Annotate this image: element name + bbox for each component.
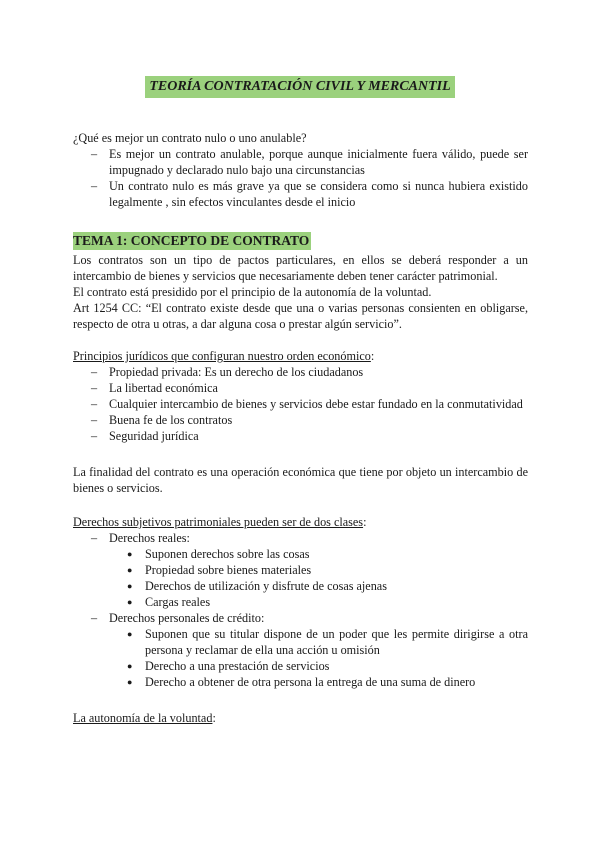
- principles-list: [73, 364, 528, 444]
- list-item: – Propiedad privada: Es un derecho de los ciudadanos: [73, 364, 528, 380]
- sublist-item: ● Suponen derechos sobre las cosas: [109, 546, 528, 562]
- sublist-item: ● Suponen que su titular dispone de un poder que les permite dirigirse a otra persona y reclamar de ella una acción u omisión: [109, 626, 528, 658]
- derechos-list: [73, 530, 528, 690]
- list-item: – Cualquier intercambio de bienes y servicios debe estar fundado en la conmutatividad: [73, 396, 528, 412]
- list-item-derechos-reales: – Derechos reales: ● Suponen derechos sobre las cosas ● Propiedad sobre bienes materiales ● Derechos de utilización y disfrute de cosas ajenas ● Cargas reales: [73, 530, 528, 610]
- section-heading-tema1: TEMA 1: CONCEPTO DE CONTRATO: [73, 233, 310, 248]
- list-item-derechos-personales: – Derechos personales de crédito: ● Suponen que su titular dispone de un poder que les permite dirigirse a otra persona y reclamar de ella una acción u omisión ● Derecho a una prestación de servicios ● Derecho a obtener de otra persona la entrega de una suma de dinero: [73, 610, 528, 690]
- paragraph-autonomia: El contrato está presidido por el principio de la autonomía de la voluntad.: [73, 285, 432, 299]
- paragraph-contratos: Los contratos son un tipo de pactos particulares, en ellos se deberá responder a un intercambio de bienes y servicios que necesariamente deben tener carácter patrimonial.: [73, 253, 528, 283]
- intro-answer-list: [73, 146, 528, 210]
- sublist-item: ● Derecho a obtener de otra persona la entrega de una suma de dinero: [109, 674, 528, 690]
- sublist-item: ● Derechos de utilización y disfrute de cosas ajenas: [109, 578, 528, 594]
- intro-answer: – Es mejor un contrato anulable, porque aunque inicialmente fuera válido, puede ser impugnado y declarado nulo bajo una circunstancias: [73, 146, 528, 178]
- autonomia-heading: La autonomía de la voluntad:: [73, 711, 216, 725]
- derechos-heading: Derechos subjetivos patrimoniales pueden ser de dos clases:: [73, 515, 367, 529]
- intro-answer: – Un contrato nulo es más grave ya que se considera como si nunca hubiera existido legalmente , sin efectos vinculantes desde el inicio: [73, 178, 528, 210]
- principles-heading: Principios jurídicos que configuran nuestro orden económico:: [73, 349, 375, 363]
- sublist-item: ● Derecho a una prestación de servicios: [109, 658, 528, 674]
- derechos-reales-sublist: [109, 546, 528, 610]
- document-title: TEORÍA CONTRATACIÓN CIVIL Y MERCANTIL: [145, 76, 454, 98]
- document-body: [73, 130, 528, 726]
- derechos-personales-sublist: [109, 626, 528, 690]
- sublist-item: ● Cargas reales: [109, 594, 528, 610]
- list-item: – Seguridad jurídica: [73, 428, 528, 444]
- list-item: – Buena fe de los contratos: [73, 412, 528, 428]
- paragraph-finalidad: La finalidad del contrato es una operación económica que tiene por objeto un intercambio de bienes o servicios.: [73, 465, 528, 495]
- sublist-item: ● Propiedad sobre bienes materiales: [109, 562, 528, 578]
- list-item: – La libertad económica: [73, 380, 528, 396]
- title-container: [0, 76, 600, 98]
- paragraph-art-1254: Art 1254 CC: “El contrato existe desde que una o varias personas consienten en obligarse, respecto de otra u otras, a dar alguna cosa o prestar algún servicio”.: [73, 301, 528, 331]
- intro-question: ¿Qué es mejor un contrato nulo o uno anulable?: [73, 131, 307, 145]
